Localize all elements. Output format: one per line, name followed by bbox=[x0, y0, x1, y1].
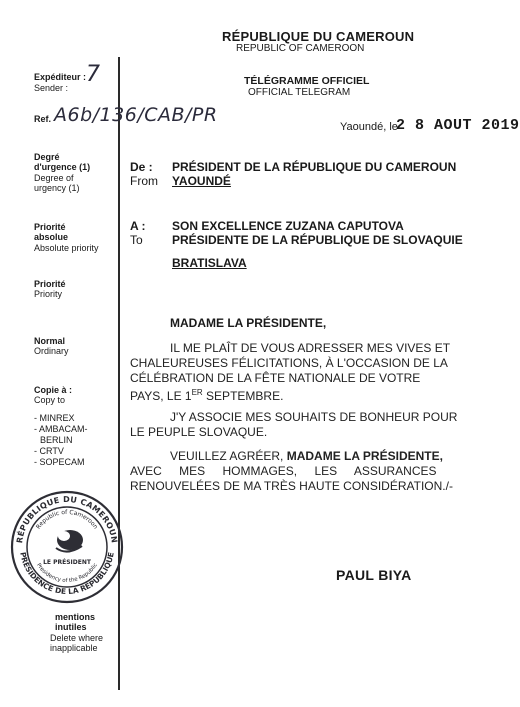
sender-label-en: Sender : bbox=[34, 83, 69, 93]
paragraph-3-line-1 bbox=[170, 449, 443, 464]
svg-text:Republic of Cameroon bbox=[35, 509, 99, 531]
telegram-title-fr: TÉLÉGRAMME OFFICIEL bbox=[244, 75, 370, 87]
copy-label-fr: Copie à : bbox=[34, 385, 73, 395]
telegram-title-en: OFFICIAL TELEGRAM bbox=[248, 87, 351, 98]
normal-en: Ordinary bbox=[34, 346, 69, 356]
paragraph-1-line-3: CÉLÉBRATION DE LA FÊTE NATIONALE DE VOTRE bbox=[130, 371, 421, 385]
paragraph-1-line-4 bbox=[130, 386, 283, 404]
reference-handwritten: A6b/136/CAB/PR bbox=[54, 104, 218, 126]
ordinal-suffix: ER bbox=[191, 388, 203, 397]
stamp-inner-top-text: Republic of Cameroon bbox=[35, 508, 99, 531]
date-place: Yaoundé, le bbox=[340, 121, 398, 133]
official-seal-stamp bbox=[10, 490, 124, 604]
paragraph-2-line-2: LE PEUPLE SLOVAQUE. bbox=[130, 425, 268, 439]
to-line-1: SON EXCELLENCE ZUZANA CAPUTOVA bbox=[172, 219, 404, 233]
stamp-outer-top-text: RÉPUBLIQUE DU CAMEROUN bbox=[15, 494, 119, 544]
date-stamp: 2 8 AOUT 2019 bbox=[396, 117, 520, 134]
to-line-3: BRATISLAVA bbox=[172, 256, 247, 270]
to-label-en: To bbox=[130, 233, 143, 247]
paragraph-1-line-1: IL ME PLAÎT DE VOUS ADRESSER MES VIVES ET bbox=[170, 341, 451, 355]
copy-recipient: - AMBACAM- bbox=[34, 424, 88, 434]
to-line-2: PRÉSIDENTE DE LA RÉPUBLIQUE DE SLOVAQUIE bbox=[172, 233, 463, 247]
sender-label-fr: Expéditeur : bbox=[34, 72, 87, 82]
paragraph-1-line-2: CHALEUREUSES FÉLICITATIONS, À L'OCCASION DE LA bbox=[130, 356, 448, 370]
copy-recipient: - SOPECAM bbox=[34, 457, 85, 467]
date-day-text: PAYS, LE 1 bbox=[130, 389, 192, 403]
closing-text: VEUILLEZ AGRÉER, bbox=[170, 449, 287, 463]
urgency-label-fr-2: d'urgence (1) bbox=[34, 162, 91, 172]
footnote-fr-2: inutiles bbox=[55, 622, 87, 632]
republic-heading-fr: RÉPUBLIQUE DU CAMEROUN bbox=[222, 29, 415, 44]
stamp-outer-bottom-text: PRÉSIDENCE DE LA RÉPUBLIQUE bbox=[18, 551, 116, 597]
ref-label: Ref. bbox=[34, 114, 52, 124]
paragraph-3-line-2: AVEC MES HOMMAGES, LES ASSURANCES bbox=[130, 464, 437, 478]
sender-handwritten: 7 bbox=[86, 62, 100, 87]
normal-fr: Normal bbox=[34, 336, 66, 346]
from-label-fr: De : bbox=[130, 160, 153, 174]
emblem-icon bbox=[56, 530, 83, 552]
republic-heading-en: REPUBLIC OF CAMEROON bbox=[236, 43, 365, 54]
absolute-priority-en: Absolute priority bbox=[34, 243, 99, 253]
absolute-priority-fr-2: absolue bbox=[34, 232, 69, 242]
to-label-fr: A : bbox=[130, 219, 146, 233]
paragraph-3-line-3: RENOUVELÉES DE MA TRÈS HAUTE CONSIDÉRATION./- bbox=[130, 479, 453, 493]
footnote-en: Delete where bbox=[50, 633, 104, 643]
urgency-label-fr: Degré bbox=[34, 152, 60, 162]
footnote-en-2: inapplicable bbox=[50, 643, 98, 653]
urgency-label-en: Degree of bbox=[34, 173, 74, 183]
from-label-en: From bbox=[130, 174, 158, 188]
stamp-inner-bottom-text: Presidency of the Republic bbox=[35, 562, 99, 585]
copy-recipient: - MINREX bbox=[34, 413, 75, 423]
copy-label-en: Copy to bbox=[34, 395, 66, 405]
priority-fr: Priorité bbox=[34, 279, 66, 289]
footnote-fr: mentions bbox=[55, 612, 96, 622]
urgency-label-en-2: urgency (1) bbox=[34, 183, 80, 193]
absolute-priority-fr: Priorité bbox=[34, 222, 66, 232]
priority-en: Priority bbox=[34, 289, 63, 299]
closing-title: MADAME LA PRÉSIDENTE, bbox=[286, 449, 443, 463]
salutation: MADAME LA PRÉSIDENTE, bbox=[170, 316, 327, 330]
from-line-1: PRÉSIDENT DE LA RÉPUBLIQUE DU CAMEROUN bbox=[172, 160, 457, 174]
month-text: SEPTEMBRE. bbox=[202, 389, 284, 403]
paragraph-2-line-1: J'Y ASSOCIE MES SOUHAITS DE BONHEUR POUR bbox=[170, 410, 458, 424]
copy-recipient: - CRTV bbox=[34, 446, 64, 456]
stamp-center-text: LE PRÉSIDENT bbox=[43, 559, 91, 566]
copy-recipient: BERLIN bbox=[40, 435, 73, 445]
signature-name: PAUL BIYA bbox=[336, 567, 412, 583]
from-line-2: YAOUNDÉ bbox=[172, 174, 231, 188]
